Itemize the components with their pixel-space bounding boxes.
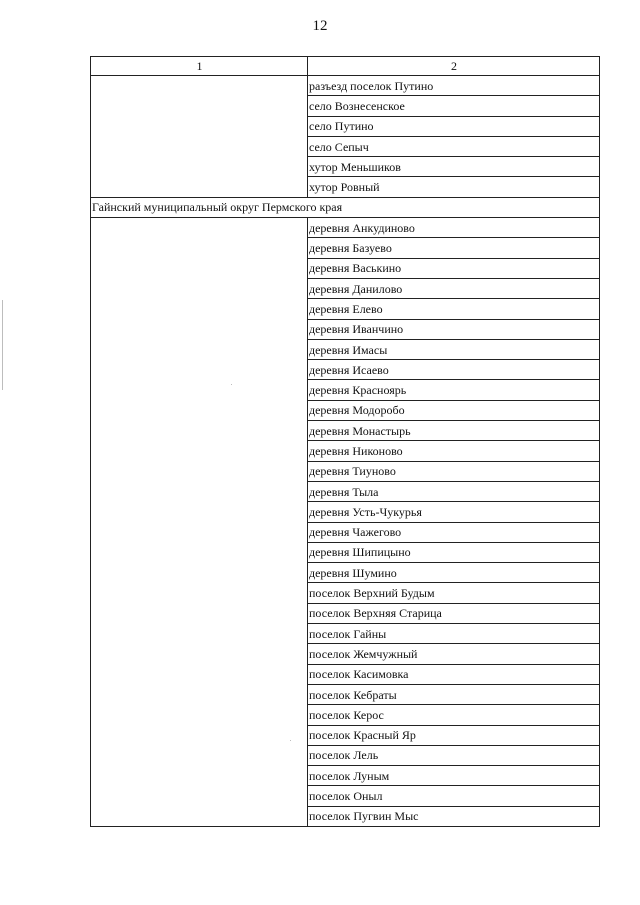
settlement-cell: деревня Усть-Чукурья [308,502,600,522]
district-title: Гайнский муниципальный округ Пермского края [91,197,600,217]
settlement-cell: деревня Шипицыно [308,542,600,562]
settlement-cell: деревня Исаево [308,360,600,380]
district-row [91,197,600,217]
column-header-2: 2 [308,57,600,76]
settlement-cell: поселок Пугвин Мыс [308,806,600,826]
scan-artifact-left [2,300,3,390]
settlement-cell: поселок Касимовка [308,664,600,684]
settlement-cell: деревня Иванчино [308,319,600,339]
settlement-cell: поселок Верхний Будым [308,583,600,603]
settlement-cell: хутор Ровный [308,177,600,197]
settlement-cell: деревня Базуево [308,238,600,258]
settlement-cell: село Сепыч [308,136,600,156]
settlements-table [90,56,600,827]
page-number: 12 [312,18,328,34]
column-header-1: 1 [91,57,308,76]
settlement-cell: поселок Красный Яр [308,725,600,745]
settlement-cell: село Путино [308,116,600,136]
settlement-cell: деревня Имасы [308,339,600,359]
settlement-cell: деревня Модоробо [308,400,600,420]
settlement-cell: деревня Тиуново [308,461,600,481]
settlement-cell: хутор Меньшиков [308,157,600,177]
settlement-cell: поселок Керос [308,705,600,725]
group2-body [91,218,600,827]
settlement-cell: деревня Елево [308,299,600,319]
settlement-cell: поселок Оныл [308,786,600,806]
table-row [91,76,600,96]
column-1-cell [91,218,308,827]
column-1-cell [91,76,308,198]
settlement-cell: деревня Никоново [308,441,600,461]
settlement-cell: деревня Тыла [308,481,600,501]
scan-artifact-dot [231,384,232,385]
settlement-cell: деревня Анкудиново [308,218,600,238]
settlement-cell: поселок Луным [308,766,600,786]
district-body [91,197,600,217]
settlement-cell: деревня Васькино [308,258,600,278]
settlement-cell: поселок Жемчужный [308,644,600,664]
settlement-cell: село Вознесенское [308,96,600,116]
group1-body [91,76,600,198]
settlement-cell: поселок Лель [308,745,600,765]
header-row [91,57,600,76]
settlement-cell: разъезд поселок Путино [308,76,600,96]
settlement-cell: деревня Данилово [308,278,600,298]
settlement-cell: поселок Верхняя Старица [308,603,600,623]
table-row [91,218,600,238]
settlement-cell: деревня Монастырь [308,421,600,441]
settlement-cell: поселок Гайны [308,624,600,644]
settlement-cell: поселок Кебраты [308,684,600,704]
scan-artifact-dot-2 [290,740,291,741]
settlement-cell: деревня Шумино [308,563,600,583]
settlement-cell: деревня Чажегово [308,522,600,542]
settlement-cell: деревня Красноярь [308,380,600,400]
